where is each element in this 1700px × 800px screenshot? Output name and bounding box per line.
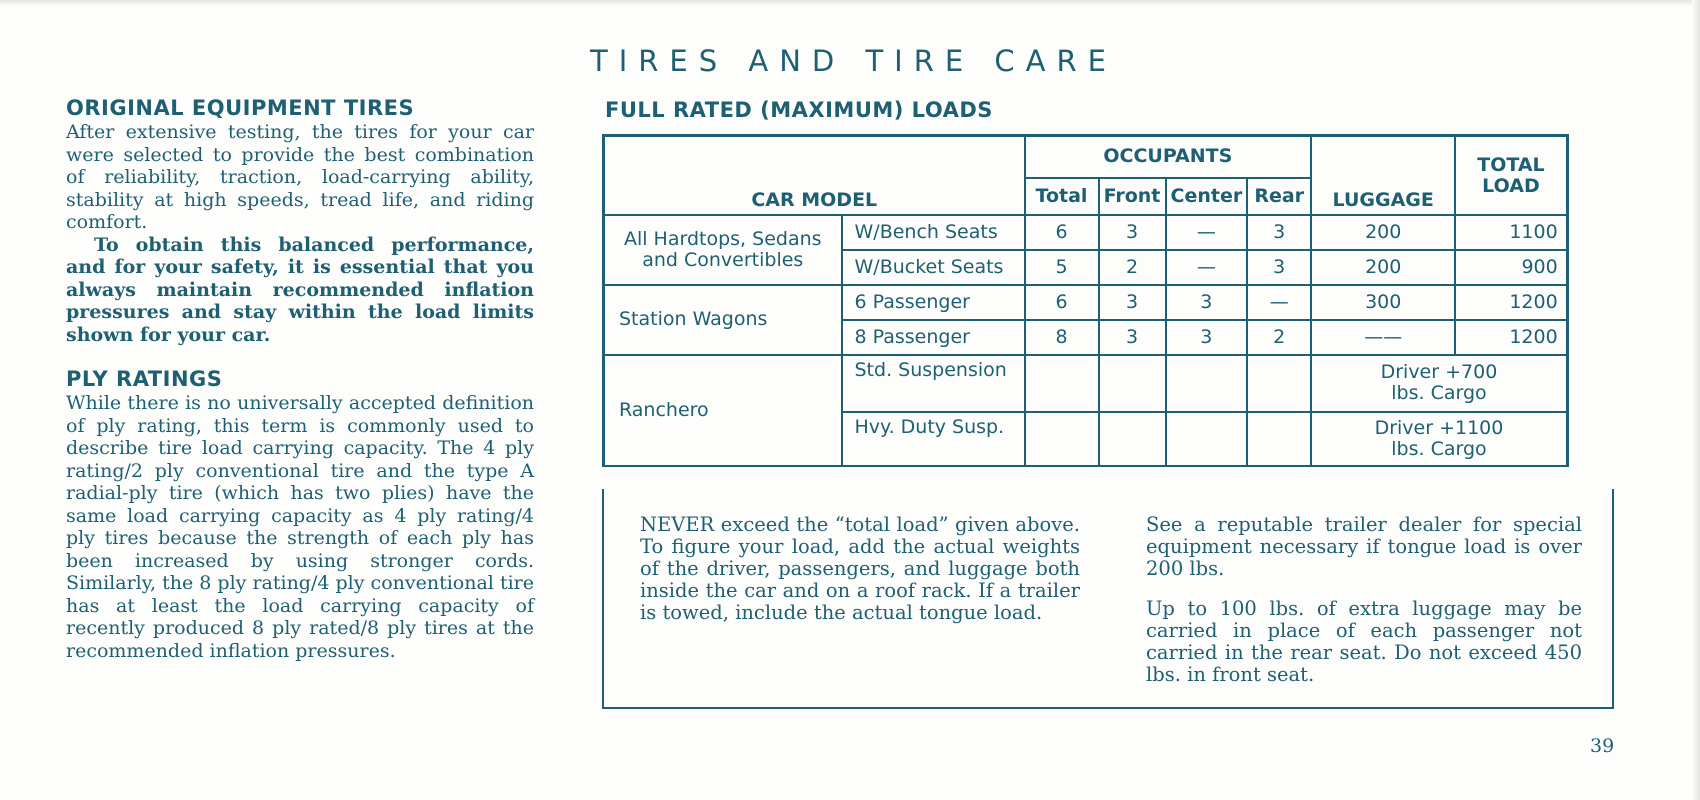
total-cell: 6 <box>1025 285 1099 320</box>
group-hardtops: All Hardtops, Sedans and Convertibles <box>604 215 842 285</box>
empty-cell <box>1166 355 1248 412</box>
total-cell: 5 <box>1025 250 1099 285</box>
heading-original-equipment-tires: ORIGINAL EQUIPMENT TIRES <box>66 96 415 120</box>
table-row <box>604 285 1568 320</box>
front-cell: 3 <box>1099 285 1166 320</box>
paragraph-testing: After extensive testing, the tires for your car were selected to provide the best combination of reliability, traction, load-carrying ability, stability at high speeds, tread life, and riding comfort. <box>66 121 534 233</box>
front-cell: 2 <box>1099 250 1166 285</box>
load-table-wrapper <box>602 134 1569 467</box>
front-cell: 3 <box>1099 320 1166 355</box>
empty-cell <box>1099 412 1166 466</box>
note-total-load: NEVER exceed the “total load” given above. To figure your load, add the actual weights of the driver, passengers, and luggage both inside the car and on a roof rack. If a trailer is towed, include the actual tongue load. <box>640 513 1080 624</box>
empty-cell <box>1099 355 1166 412</box>
variant-cell: 8 Passenger <box>842 320 1025 355</box>
note-extra-luggage: Up to 100 lbs. of extra luggage may be carried in place of each passenger not carried in the rear seat. Do not exceed 450 lbs. in front seat. <box>1146 597 1582 686</box>
empty-cell <box>1025 412 1099 466</box>
group-station-wagons: Station Wagons <box>604 285 842 355</box>
variant-cell: W/Bench Seats <box>842 215 1025 250</box>
center-cell: 3 <box>1166 285 1248 320</box>
page-number: 39 <box>1590 735 1615 757</box>
header-luggage: LUGGAGE <box>1311 136 1455 215</box>
cargo-cell: Driver +1100 lbs. Cargo <box>1311 412 1567 466</box>
rear-cell: 3 <box>1247 215 1311 250</box>
center-cell: — <box>1166 250 1248 285</box>
variant-cell: Hvy. Duty Susp. <box>842 412 1025 466</box>
total-cell: 6 <box>1025 215 1099 250</box>
paragraph-ply-ratings: While there is no universally accepted definition of ply rating, this term is commonly used to describe tire load carrying capacity. The 4 ply rating/2 ply conventional tire and the type A radial-ply tire (which has two plies) have the same load carrying capacity as 4 ply rating/4 ply tires because the strength of each ply has been increased by using stronger cords. Similarly, the 8 ply rating/4 ply conventional tire has at least the load carrying capacity of recently produced 8 ply rated/8 ply tires at the recommended inflation pressures. <box>66 392 534 662</box>
luggage-cell: —— <box>1311 320 1455 355</box>
empty-cell <box>1025 355 1099 412</box>
heading-ply-ratings: PLY RATINGS <box>66 367 223 391</box>
rear-cell: 3 <box>1247 250 1311 285</box>
header-front: Front <box>1099 178 1166 215</box>
header-center: Center <box>1166 178 1248 215</box>
page-binding-edge <box>1692 0 1700 800</box>
header-total-load: TOTAL LOAD <box>1455 136 1567 215</box>
note-trailer-dealer: See a reputable trailer dealer for special equipment necessary if tongue load is over 200 lbs. <box>1146 513 1582 580</box>
table-title: FULL RATED (MAXIMUM) LOADS <box>605 98 993 122</box>
empty-cell <box>1247 355 1311 412</box>
total-load-cell: 900 <box>1455 250 1567 285</box>
paragraph-safety: To obtain this balanced performance, and for your safety, it is essential that you always maintain recommended inflation pressures and stay within the load limits shown for your car. <box>66 233 534 346</box>
page-title: TIRES AND TIRE CARE <box>590 44 1117 78</box>
table-row <box>604 355 1568 412</box>
rear-cell: 2 <box>1247 320 1311 355</box>
header-car-model: CAR MODEL <box>604 136 1025 215</box>
total-load-cell: 1200 <box>1455 320 1567 355</box>
header-rear: Rear <box>1247 178 1311 215</box>
front-cell: 3 <box>1099 215 1166 250</box>
cargo-cell: Driver +700 lbs. Cargo <box>1311 355 1567 412</box>
page-top-edge <box>0 0 1700 6</box>
empty-cell <box>1166 412 1248 466</box>
total-load-cell: 1200 <box>1455 285 1567 320</box>
variant-cell: 6 Passenger <box>842 285 1025 320</box>
left-column <box>66 95 534 662</box>
header-occupants: OCCUPANTS <box>1025 136 1312 178</box>
total-load-cell: 1100 <box>1455 215 1567 250</box>
notes-box <box>602 489 1614 709</box>
empty-cell <box>1247 412 1311 466</box>
luggage-cell: 300 <box>1311 285 1455 320</box>
luggage-cell: 200 <box>1311 215 1455 250</box>
variant-cell: Std. Suspension <box>842 355 1025 412</box>
center-cell: 3 <box>1166 320 1248 355</box>
center-cell: — <box>1166 215 1248 250</box>
luggage-cell: 200 <box>1311 250 1455 285</box>
load-table <box>602 134 1569 467</box>
rear-cell: — <box>1247 285 1311 320</box>
group-ranchero: Ranchero <box>604 355 842 466</box>
table-row <box>604 215 1568 250</box>
header-total: Total <box>1025 178 1099 215</box>
variant-cell: W/Bucket Seats <box>842 250 1025 285</box>
total-cell: 8 <box>1025 320 1099 355</box>
